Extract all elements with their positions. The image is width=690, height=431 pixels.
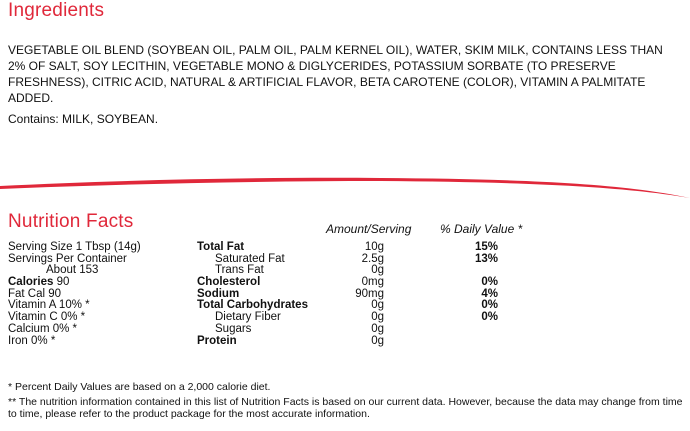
nutrient-amount: 0g	[371, 322, 384, 335]
nutrient-name: Protein	[197, 334, 237, 347]
swoosh-divider	[0, 172, 690, 202]
nutrient-name: Sodium	[197, 287, 240, 300]
amount-serving-header: Amount/Serving	[326, 222, 412, 236]
nutrient-daily-value: 13%	[474, 252, 498, 265]
nutrient-daily-value: 4%	[481, 287, 498, 300]
nutrient-name: Trans Fat	[215, 264, 264, 277]
nutrient-name: Dietary Fiber	[215, 311, 281, 324]
nutrient-name: Sugars	[215, 322, 252, 335]
serving-info	[8, 242, 141, 347]
nutrient-name: Total Fat	[197, 241, 245, 253]
serving-info-label: Iron 0% *	[8, 334, 56, 347]
serving-info-label: Calcium 0% *	[8, 322, 78, 335]
footnote-daily-values: * Percent Daily Values are based on a 2,000 calorie diet.	[8, 381, 271, 393]
nutrient-amount: 90mg	[355, 287, 384, 300]
nutrient-amount: 0mg	[361, 276, 384, 289]
footnote-disclaimer: ** The nutrition information contained in this list of Nutrition Facts is based on our current data. However, because the data may change from time to time, please refer to the product package for the most accurate information.	[8, 396, 683, 420]
allergen-contains: Contains: MILK, SOYBEAN.	[8, 112, 159, 126]
serving-info-label: About 153	[46, 264, 99, 277]
nutrient-amount: 0g	[371, 264, 384, 277]
serving-info-label: Calories	[8, 276, 54, 289]
nutrient-amount: 10g	[364, 241, 384, 253]
serving-info-label: Servings Per Container	[8, 252, 127, 265]
ingredients-text: VEGETABLE OIL BLEND (SOYBEAN OIL, PALM OIL, PALM KERNEL OIL), WATER, SKIM MILK, CONTAINS LESS THAN 2% OF SALT, SOY LECITHIN, VEGETABLE MONO & DIGLYCERIDES, POTASSIUM SORBATE (TO PRESERVE FRESHNESS), CITRIC ACID, NATURAL & ARTIFICIAL FLAVOR, BETA CAROTENE (COLOR), VITAMIN A PALMITATE ADDED.	[8, 43, 663, 105]
nutrient-names	[197, 242, 308, 347]
serving-info-label: Vitamin A 10% *	[8, 299, 90, 312]
nutrition-title: Nutrition Facts	[8, 211, 134, 232]
daily-value-header: % Daily Value *	[440, 222, 523, 236]
nutrient-amount: 0g	[371, 311, 384, 324]
nutrient-daily-value: 0%	[481, 311, 498, 324]
nutrient-amount: 0g	[371, 299, 384, 312]
nutrient-name: Total Carbohydrates	[197, 299, 308, 312]
nutrient-daily-value	[440, 336, 498, 348]
serving-info-label: Fat Cal 90	[8, 287, 62, 300]
ingredients-title: Ingredients	[8, 0, 105, 21]
serving-info-label: Serving Size 1 Tbsp (14g)	[8, 241, 141, 253]
nutrient-name: Cholesterol	[197, 276, 261, 289]
nutrient-amounts	[300, 242, 384, 347]
nutrient-daily-value: 0%	[481, 276, 498, 289]
serving-info-value: 90	[56, 276, 70, 289]
nutrient-name: Saturated Fat	[215, 252, 285, 265]
serving-info-row	[8, 336, 141, 348]
nutrient-daily-value: 15%	[474, 241, 498, 253]
nutrient-daily-value	[440, 324, 498, 336]
serving-info-label: Vitamin C 0% *	[8, 311, 86, 324]
nutrient-amount: 0g	[371, 334, 384, 347]
nutrient-amount: 2.5g	[361, 252, 384, 265]
nutrient-daily-values	[440, 242, 498, 347]
nutrient-daily-value: 0%	[481, 299, 498, 312]
